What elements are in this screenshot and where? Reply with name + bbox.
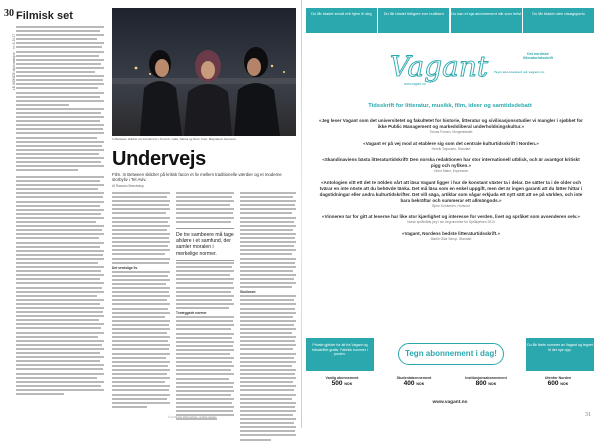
article-column-2-top — [176, 192, 234, 225]
subhead-2: Tveæggede normer — [176, 311, 207, 316]
benefit-box-1: Du får bladet sendt rett hjem til deg — [306, 8, 377, 33]
price-item — [306, 376, 378, 387]
article-column-1 — [112, 192, 170, 410]
vagant-logo — [384, 46, 494, 86]
article-standfirst: Film. In Between skildrer på kritisk facon et liv mellem traditionelle værdier og et moderne storbyliv i Tel Aviv. — [112, 172, 282, 183]
right-page-number: 31 — [585, 412, 591, 418]
article-column-2 — [176, 262, 234, 423]
press-quotes — [318, 118, 584, 248]
bottom-url-link[interactable]: www.vagant.no — [432, 400, 468, 405]
price-list — [306, 376, 594, 387]
quote-text: «Jeg leser Vagant som det universitetet og fakultetet for historie, litteratur og sivilisasjonsstudier vi mangler i sjøbbet for ikke Public Management og markedsliberal underholdningskultur.» — [319, 118, 583, 129]
price-label: Studentabonnement — [396, 376, 432, 380]
subhead-3: Skoliosen — [240, 290, 256, 295]
left-page-footer: © Le Monde diplomatique, nordisk udgave — [168, 416, 217, 419]
quote-text: «Vinneren tar for gitt at leserne har like stor kjærlighet og interesse for verden, livet og språket som avsenderen selv.» — [322, 214, 580, 220]
article-column-3 — [240, 192, 296, 443]
quote-text: «Vagant er på vej mod at etablere sig som det centrale kulturtidsskrift i Norden.» — [363, 140, 539, 146]
right-promo-box: Du får årets nummer av Vagant og tegnet til det nye opp. — [526, 338, 594, 371]
price-label: Vanlig abonnement — [325, 376, 359, 380]
benefit-box-4: Du får bladet uten utsøgsporto — [523, 8, 594, 33]
column-title: Filmisk set — [16, 10, 73, 22]
column-text-lower — [16, 176, 104, 397]
left-page-number: 30 — [4, 8, 14, 19]
right-badge: Det nordiske litteraturtidsskrift — [523, 52, 553, 61]
price-item — [378, 376, 450, 387]
quote-attribution: Björn Kohlström, Horisont — [432, 203, 470, 208]
price-label: Utenfor Norden — [544, 376, 572, 380]
price-label: Institusjonsabonnement — [465, 376, 507, 380]
price-value: 800 NOK — [475, 380, 497, 387]
quote-attribution: Victor Malm, Expressen — [433, 169, 469, 174]
benefit-box-3: Du kan et sjø abonnement når som helst — [451, 8, 522, 33]
logo-subscribe-badge: Tegn abonnement på vagant.no — [494, 70, 545, 74]
quote-attribution: Tomas Forsen, Morgenbladet — [429, 129, 473, 134]
subscribe-button[interactable]: Tegn abonnement i dag! — [398, 343, 504, 365]
price-value: 600 NOK — [547, 380, 569, 387]
benefit-bar — [306, 8, 594, 33]
subhead-1: Det verdslige liv — [112, 265, 138, 270]
side-label: LE MONDE diplomatique · nr. 6 2017 — [11, 34, 16, 90]
quote-text: «Skandinaviens bästa litteraturtidskrift! Den norska redaktionen har stor internationell utblick, och är avantgot kritiskt pigg och nyfiken.» — [322, 157, 580, 169]
film-still-photo — [112, 8, 296, 136]
subscribe-row — [306, 338, 594, 371]
price-value: 400 NOK — [403, 380, 425, 387]
photo-caption: In Between skildrer tre kvinders liv i Tel Aviv: Laila, Salma og Nour. Foto: Maysaloun Hamoud — [112, 137, 236, 141]
article-headline: Undervejs — [112, 148, 207, 170]
price-item — [522, 376, 594, 387]
price-item — [450, 376, 522, 387]
quote-attribution: Martin Glaz Serup, Standart — [430, 236, 472, 241]
page-fold — [301, 0, 302, 428]
three-women-photo — [112, 8, 296, 136]
quote-text: «Antologien vitt ett det te nölden vårt att läsa Vagant ligger i hur de konstant växter ta i delar. De sätter ta i de older och tvärar en inte nöste att du behövde tänka. Det må läsa som en enkel uppgift, men det är ingen garanti att du lätter hittar i dagstidningar eller andra kulturtidskrifter. Det vill säga, artiklar som vågar erkjuda ett nytt sätt att se på världen, och inte bara bekräftar och summerar ett allmängods.» — [319, 179, 583, 203]
logo-wordmark: Vagant — [389, 50, 489, 83]
price-value: 500 NOK — [331, 380, 353, 387]
benefit-box-2: Du får bladet tidligere enn butikken — [378, 8, 449, 33]
column-text — [16, 26, 104, 173]
quote-text: «Vagant, Nordens bedste litteraturtidsskrift.» — [401, 231, 501, 237]
article-byline: Af Rasmus Brendstrup — [112, 184, 145, 188]
logo-url: www.vagant.no — [404, 82, 426, 86]
quote-attribution: Henrik Torjussen, Standart — [431, 146, 471, 151]
pull-quote: De tre sambeere må tage afsløre i et samfund, der samler moralen i merkelige normer. — [176, 228, 234, 261]
left-promo-box: Private gjelder for alt fra Vagant og tidsskriftet gratis. Fabrikk kommer i posten. — [306, 338, 374, 371]
quote-attribution: Norsk språkråds jury i sin begrunnelse for Språkprisen 2014 — [407, 220, 495, 225]
magazine-tagline: Tidsskrift for litteratur, musikk, film, ideer og samtidsdebatt — [368, 103, 532, 109]
